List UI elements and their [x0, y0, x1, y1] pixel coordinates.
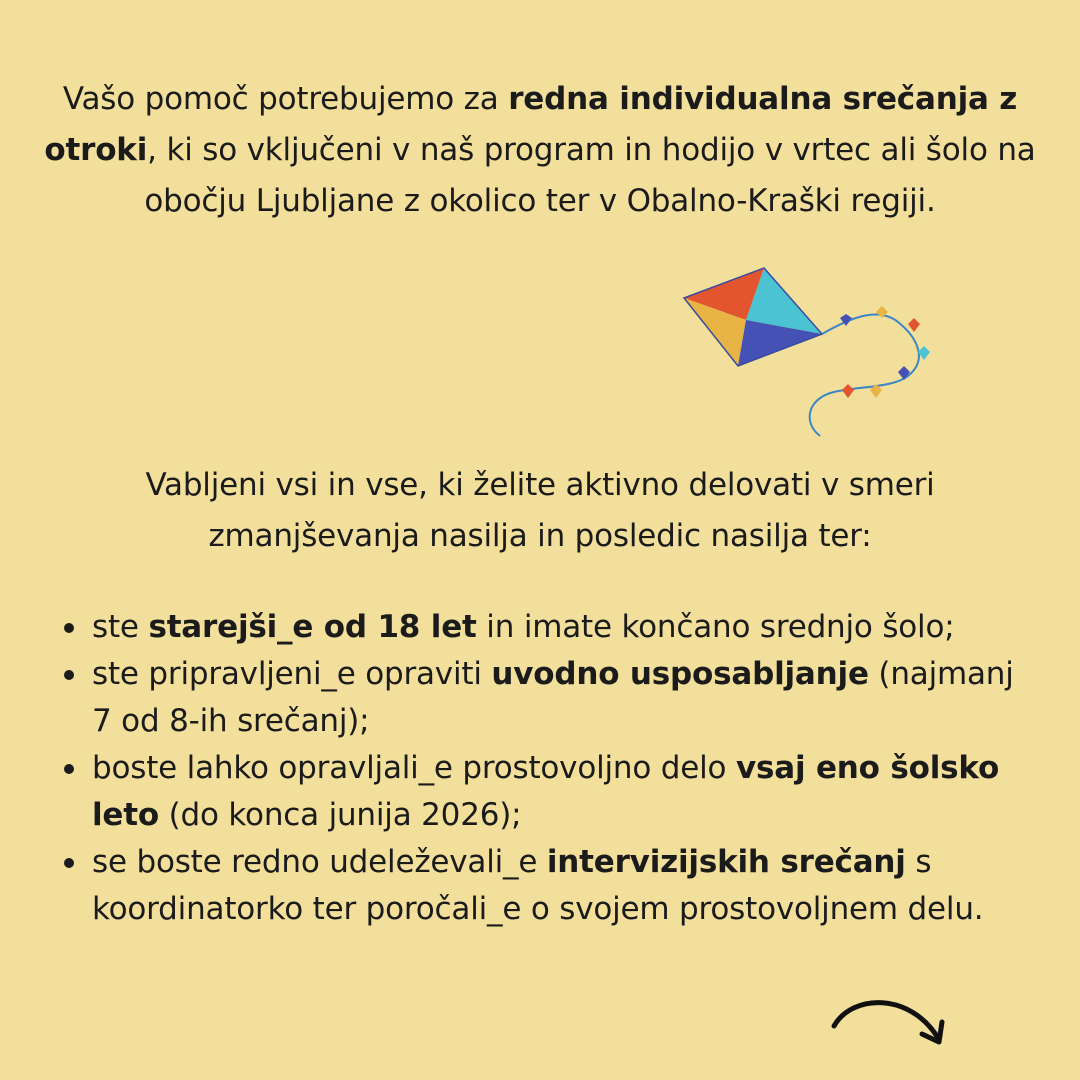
list-item: ste starejši_e od 18 let in imate končano srednjo šolo;	[60, 604, 1040, 651]
intro-paragraph	[40, 74, 1040, 227]
requirements-list	[60, 604, 1040, 933]
bullet-dot	[64, 623, 74, 633]
intro-text-2: , ki so vključeni v naš program in hodijo v vrtec ali šolo na obočju Ljubljane z okolico ter v Obalno-Kraški regiji.	[144, 132, 1036, 219]
list-item: se boste redno udeleževali_e intervizijskih srečanj s koordinatorko ter poročali_e o svojem prostovoljnem delu.	[60, 839, 1040, 933]
list-item: boste lahko opravljali_e prostovoljno delo vsaj eno šolsko leto (do konca junija 2026);	[60, 745, 1040, 839]
bullet-dot	[64, 764, 74, 774]
kite-illustration	[680, 262, 940, 442]
intro-bold: redna individualna srečanja z otroki	[44, 81, 1018, 168]
bullet-dot	[64, 670, 74, 680]
intro-text-1: Vašo pomoč potrebujemo za	[62, 81, 509, 117]
curved-arrow-icon[interactable]	[826, 988, 950, 1052]
invite-paragraph: Vabljeni vsi in vse, ki želite aktivno delovati v smeri zmanjševanja nasilja in posledic nasilja ter:	[145, 467, 935, 554]
list-item: ste pripravljeni_e opraviti uvodno usposabljanje (najmanj 7 od 8-ih srečanj);	[60, 651, 1040, 745]
bullet-dot	[64, 858, 74, 868]
